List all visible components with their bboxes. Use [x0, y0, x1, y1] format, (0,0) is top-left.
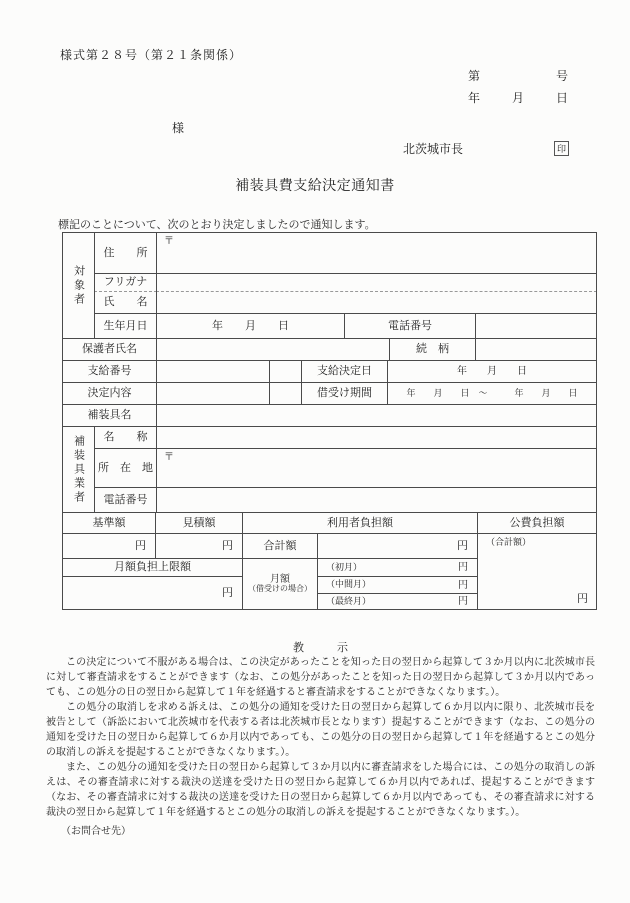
monthly-lease-label	[242, 558, 318, 610]
decision-value-cell	[156, 382, 270, 405]
relation-label: 続 柄	[389, 338, 476, 361]
grant-number-label: 支給番号	[62, 360, 157, 383]
phone-value-cell	[475, 313, 597, 339]
public-burden-yen: 円	[577, 592, 588, 605]
birthdate-label: 生年月日	[94, 313, 157, 339]
decision-label: 決定内容	[62, 382, 157, 405]
user-burden-header: 利用者負担額	[242, 512, 478, 534]
public-burden-value-cell	[477, 533, 597, 610]
lease-period-value-cell: 年 月 日 ～ 年 月 日	[387, 382, 597, 405]
vendor-address-value-cell: 〒	[156, 448, 597, 488]
subject-group-label: 対象者	[62, 232, 95, 339]
date-year-label: 年	[468, 91, 481, 105]
notice-paragraph-2: この処分の取消しを求める訴えは、この処分の通知を受けた日の翌日から起算して６か月以内に限り、北茨城市長を被告として（訴訟において北茨城市を代表する者は北茨城市長となります）提起することができます（なお、この処分の通知を受けた日の翌日から起算して６か月以内であっても、この処分の日の翌日から起算して１年を経過するとこの処分の取消しの訴えを提起することができなくなります。）。	[46, 702, 595, 758]
doc-number-suffix: 号	[555, 69, 568, 83]
last-month-cell	[317, 593, 478, 610]
form-table	[62, 232, 597, 610]
phone-label: 電話番号	[344, 313, 476, 339]
monthly-cap-header: 月額負担上限額	[62, 558, 243, 577]
notice-paragraph-3: また、この処分の通知を受けた日の翌日から起算して３か月以内に審査請求をした場合には、この処分の取消しの訴えは、その審査請求に対する裁決の送達を受けた日の翌日から起算して６か月以内であれば、提起することができます（なお、その審査請求に対する裁決の送達を受けた日の翌日から起算して６か月以内であっても、その審査請求に対する裁決の翌日から起算して１年を経過するとこの処分の取消しの訴えを提起することができなくなります。）。	[46, 762, 595, 818]
last-month-yen: 円	[458, 596, 468, 607]
total-value-cell: 円	[317, 533, 478, 559]
device-name-value-cell	[156, 404, 597, 427]
monthly-label: 月額	[270, 574, 290, 586]
grant-number-value-cell	[156, 360, 270, 383]
guardian-label: 保護者氏名	[62, 338, 157, 361]
vendor-name-label: 名 称	[94, 426, 157, 449]
first-month-cell	[317, 558, 478, 577]
page-title: 補装具費支給決定通知書	[235, 179, 395, 194]
intro-sentence: 標記のことについて、次のとおり決定しましたので通知します。	[58, 219, 376, 231]
lease-period-label: 借受け期間	[301, 382, 388, 405]
device-name-label: 補装具名	[62, 404, 157, 427]
estimate-amount-header: 見積額	[155, 512, 243, 534]
estimate-amount-value-cell: 円	[155, 533, 243, 559]
seal-mark: 印	[554, 141, 569, 156]
grant-decision-date-label: 支給決定日	[301, 360, 388, 383]
monthly-note: （借受けの場合）	[248, 584, 312, 594]
first-month-yen: 円	[458, 562, 468, 573]
guardian-value-cell	[156, 338, 390, 361]
total-label: 合計額	[242, 533, 318, 559]
date-day-label: 日	[555, 91, 568, 105]
grant-decision-date-value-cell: 年 月 日	[387, 360, 597, 383]
vendor-address-label: 所 在 地	[94, 448, 157, 488]
doc-number-prefix: 第	[468, 69, 481, 83]
name-value-cell	[156, 291, 597, 314]
middle-month-yen: 円	[458, 579, 468, 591]
relation-value-cell	[475, 338, 597, 361]
address-label: 住 所	[94, 232, 157, 274]
middle-month-label: （中間月）	[326, 579, 372, 590]
vendor-phone-label: 電話番号	[94, 487, 157, 513]
birthdate-value-cell: 年 月 日	[156, 313, 345, 339]
empty-cell	[269, 382, 302, 405]
issuer-name: 北茨城市長	[403, 142, 464, 156]
first-month-label: （初月）	[326, 561, 363, 572]
document-number-line	[468, 67, 568, 84]
middle-month-cell	[317, 576, 478, 594]
public-burden-header: 公費負担額	[477, 512, 597, 534]
vendor-phone-value-cell	[156, 487, 597, 513]
contact-label: （お問合せ先）	[61, 826, 131, 837]
base-amount-value-cell: 円	[62, 533, 156, 559]
furigana-value-cell	[156, 273, 597, 292]
name-label: 氏 名	[94, 291, 157, 314]
vendor-name-value-cell	[156, 426, 597, 449]
notice-body	[46, 655, 595, 820]
monthly-cap-value-cell: 円	[62, 576, 243, 610]
date-line	[468, 89, 568, 106]
form-number: 様式第２８号（第２１条関係）	[60, 48, 243, 62]
public-total-note: （合計額）	[486, 537, 532, 547]
issuer-row	[403, 140, 569, 157]
addressee-honorific: 様	[172, 121, 185, 135]
date-month-label: 月	[511, 91, 524, 105]
last-month-label: （最終月）	[326, 595, 372, 606]
vendor-group-label: 補装具業者	[62, 426, 95, 513]
address-value-cell: 〒	[156, 232, 597, 274]
notice-paragraph-1: この決定について不服がある場合は、この決定があったことを知った日の翌日から起算して３か月以内に北茨城市長に対して審査請求をすることができます（なお、この処分があったことを知った日の翌日から起算して３か月以内であっても、この処分の日の翌日から起算して１年を経過すると審査請求をすることができなくなります。）。	[46, 657, 595, 698]
empty-cell	[269, 360, 302, 383]
notice-heading: 教 示	[293, 642, 348, 654]
furigana-label: フリガナ	[94, 273, 157, 292]
base-amount-header: 基準額	[62, 512, 156, 534]
